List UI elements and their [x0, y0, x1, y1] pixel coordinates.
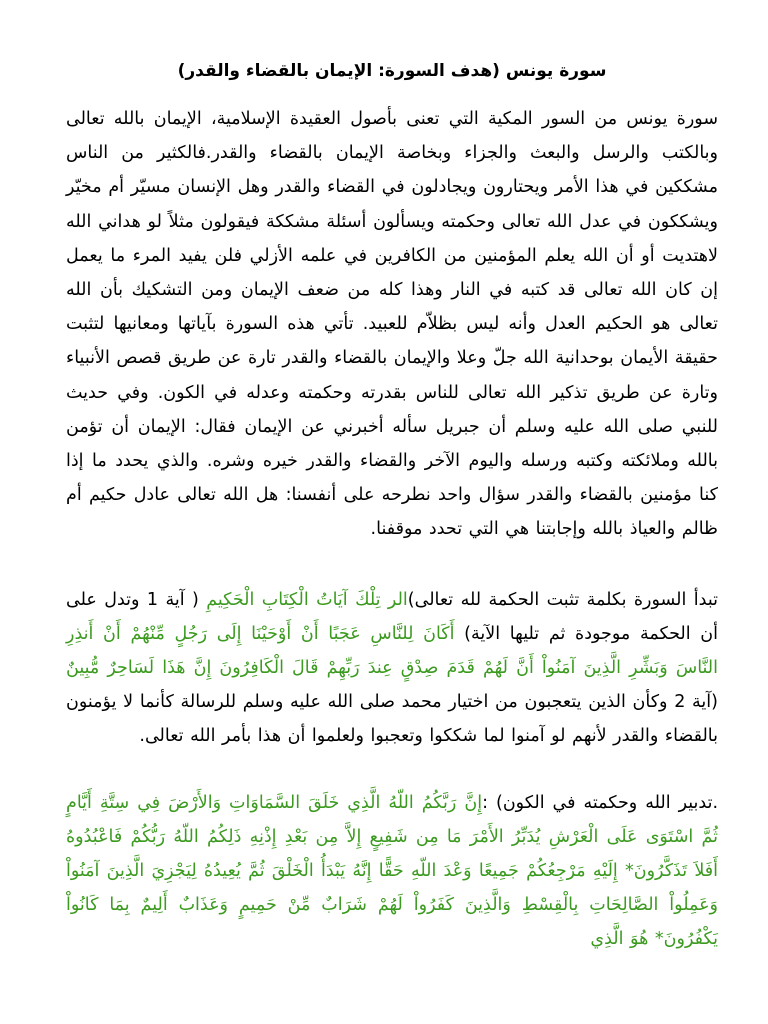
- quran-verse: أَكَانَ لِلنَّاسِ عَجَبًا أَنْ أَوْحَيْنَا إِلَى رَجُلٍ مِّنْهُمْ أَنْ أَنذِرِ النَّاسَ وَبَشِّرِ الَّذِينَ آمَنُواْ أَنَّ لَهُمْ قَدَمَ صِدْقٍ عِندَ رَبِّهِمْ قَالَ الْكَافِرُونَ إِنَّ هَذَا لَسَاحِرٌ مُّبِينٌ: [66, 623, 718, 679]
- intro-paragraph: سورة يونس من السور المكية التي تعنى بأصول العقيدة الإسلامية، الإيمان بالله تعالى وبالكتب والرسل والبعث والجزاء وبخاصة الإيمان بالقضاء والقدر.فالكثير من الناس مشككين في هذا الأمر ويحتارون ويجادلون في القضاء والقدر وهل الإنسان مسيّر أم مخيّر ويشككون في عدل الله تعالى وحكمته ويسألون أسئلة مشككة فيقولون مثلاً لو هداني الله لاهتديت أو أن الله يعلم المؤمنين من الكافرين في علمه الأزلي فلن يفيد المرء ما يعمل إن كان الله تعالى قد كتبه في النار وهذا كله من ضعف الإيمان ومن التشكيك بأن الله تعالى هو الحكيم العدل وأنه ليس بظلاّم للعبيد. تأتي هذه السورة بآياتها ومعانيها لتثبت حقيقة الأيمان بوحدانية الله جلّ وعلا والإيمان بالقضاء والقدر تارة عن طريق قصص الأنبياء وتارة عن طريق تذكير الله تعالى للناس بقدرته وحكمته وعدله في الكون. وفي حديث للنبي صلى الله عليه وسلم أن جبريل سأله أخبرني عن الإيمان فقال: الإيمان أن تؤمن بالله وملائكته وكتبه ورسله واليوم الآخر والقضاء والقدر خيره وشره. والذي يحدد ما إذا كنا مؤمنين بالقضاء والقدر سؤال واحد نطرحه على أنفسنا: هل الله تعالى عادل حكيم أم ظالم والعياذ بالله وإجابتنا هي التي تحدد موقفنا.: [66, 109, 718, 540]
- paragraph-text: (آية 2 وكأن الذين يتعجبون من اختيار محمد صلى الله عليه وسلم للرسالة كأنما لا يؤمنون بالقضاء والقدر لأنهم لو آمنوا لما شككوا وتعجبوا ولعلموا أن هذا بأمر الله تعالى.: [66, 692, 718, 747]
- quran-verse: إِنَّ رَبَّكُمُ اللّهُ الَّذِي خَلَقَ السَّمَاوَاتِ وَالأَرْضَ فِي سِتَّةِ أَيَّامٍ ثُمَّ اسْتَوَى عَلَى الْعَرْشِ يُدَبِّرُ الأَمْرَ مَا مِن شَفِيعٍ إِلاَّ مِن بَعْدِ إِذْنِهِ ذَلِكُمُ اللّهُ رَبُّكُمْ فَاعْبُدُوهُ أَفَلاَ تَذَكَّرُونَ* إِلَيْهِ مَرْجِعُكُمْ جَمِيعًا وَعْدَ اللّهِ حَقًّا إِنَّهُ يَبْدَأُ الْخَلْقَ ثُمَّ يُعِيدُهُ لِيَجْزِيَ الَّذِينَ آمَنُواْ وَعَمِلُواْ الصَّالِحَاتِ بِالْقِسْطِ وَالَّذِينَ كَفَرُواْ لَهُمْ شَرَابٌ مِّنْ حَمِيمٍ وَعَذَابٌ أَلِيمٌ بِمَا كَانُواْ يَكْفُرُونَ* هُوَ الَّذِي: [66, 792, 718, 950]
- document-page: [66, 58, 718, 957]
- page-title: سورة يونس (هدف السورة: الإيمان بالقضاء والقدر): [177, 61, 607, 81]
- divine-wisdom-paragraph: [66, 786, 718, 957]
- paragraph-text: تبدأ السورة بكلمة تثبت الحكمة لله تعالى): [407, 589, 718, 610]
- opening-verses-paragraph: [66, 583, 718, 754]
- paragraph-text: ( آية 1 وتدل على أن الحكمة موجودة ثم تليها الآية): [66, 589, 718, 644]
- quran-verse: الر تِلْكَ آيَاتُ الْكِتَابِ الْحَكِيمِ: [206, 589, 408, 610]
- paragraph-text: .تدبير الله وحكمته في الكون) :: [482, 792, 719, 813]
